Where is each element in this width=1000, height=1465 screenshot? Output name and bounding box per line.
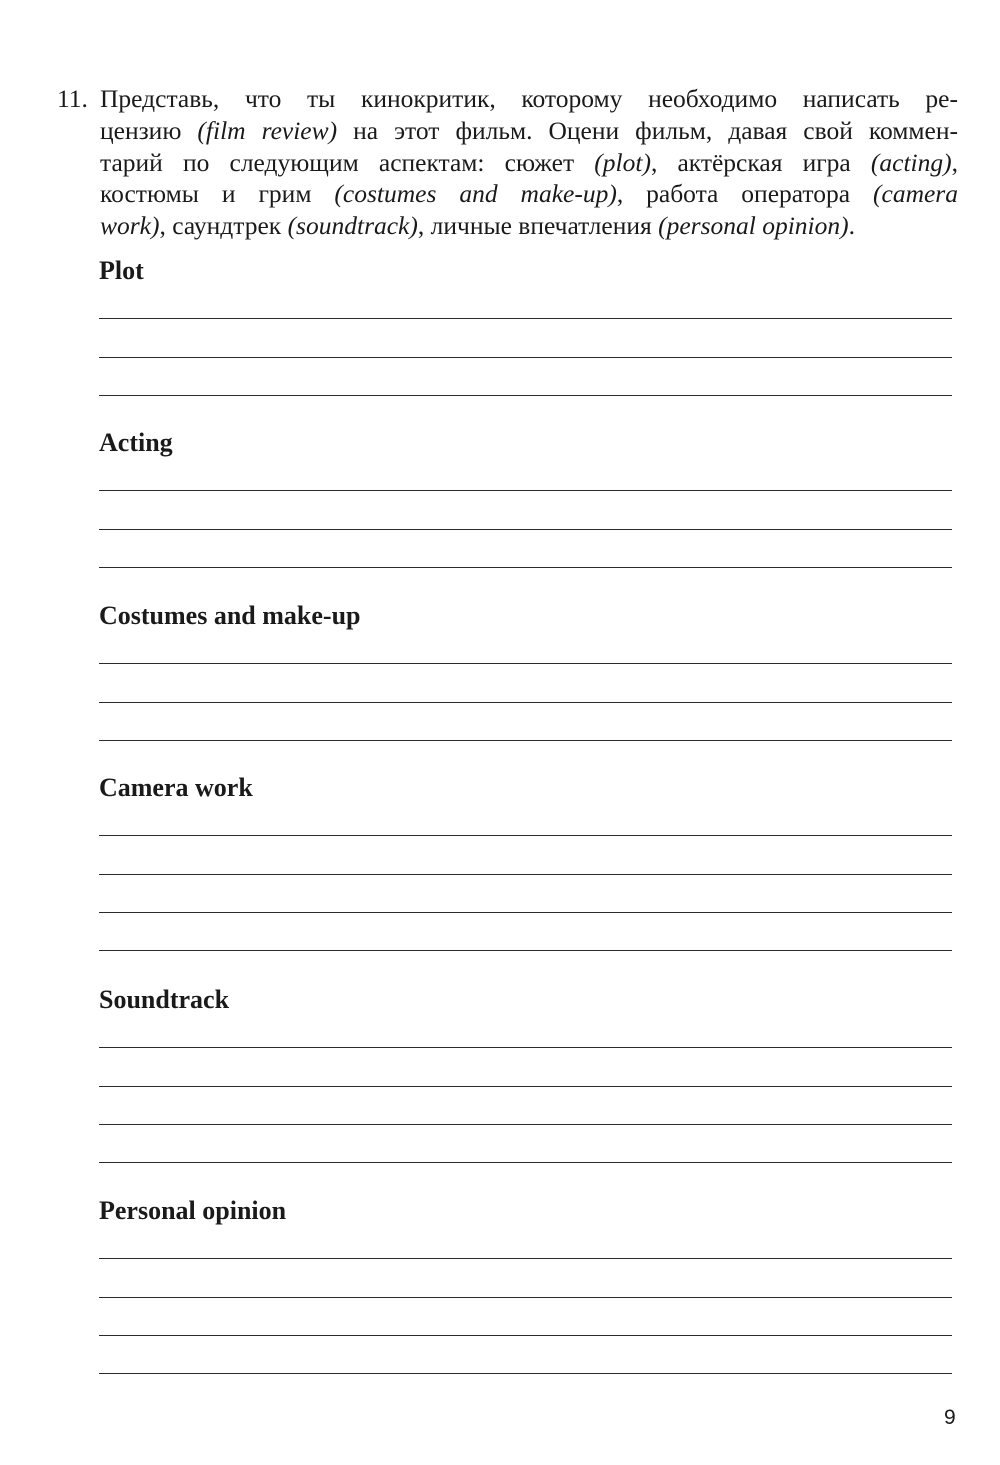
answer-line-soundtrack [99,1124,952,1125]
task-text-run: , работа оператора [616,179,874,209]
answer-line-acting [99,490,952,491]
task-text-run: на этот фильм. Оцени фильм, давая свой коммен- [337,115,958,145]
answer-line-plot [99,395,952,396]
task-text [100,83,958,242]
section-heading-acting: Acting [99,428,173,457]
answer-line-opinion [99,1373,952,1374]
answer-line-soundtrack [99,1047,952,1048]
answer-line-soundtrack [99,1086,952,1087]
task-number: 11. [57,84,88,113]
answer-line-opinion [99,1297,952,1298]
task-text-run: Представь, что ты кинокритик, которому необходимо написать ре- [100,84,958,113]
answer-line-costumes [99,702,952,703]
section-heading-plot: Plot [99,256,144,285]
task-text-line [100,83,958,115]
task-term-english: (personal opinion) [658,211,849,241]
task-term-english: (soundtrack) [287,211,418,241]
answer-line-plot [99,357,952,358]
task-text-run: цензию [100,115,198,145]
task-term-english: work) [100,211,160,241]
task-text-run: . [848,211,856,241]
task-text-line [100,178,958,210]
answer-line-opinion [99,1258,952,1259]
task-term-english: (costumes and make-up) [334,179,617,209]
answer-line-plot [99,318,952,319]
task-term-english: (plot) [594,147,651,177]
task-text-run: , актёрская игра [650,147,871,177]
answer-line-costumes [99,740,952,741]
task-text-run: , личные впечатления [417,211,659,241]
section-heading-costumes: Costumes and make-up [99,601,361,630]
answer-line-camera [99,912,952,913]
task-term-english: (film review) [197,115,338,145]
task-text-line [100,147,958,179]
section-heading-opinion: Personal opinion [99,1196,287,1225]
answer-line-opinion [99,1335,952,1336]
task-text-line [100,115,958,147]
answer-line-acting [99,529,952,530]
task-text-run: костюмы и грим [100,179,335,209]
task-text-run: тарий по следующим аспектам: сюжет [100,147,595,177]
section-heading-camera: Camera work [99,773,253,802]
answer-line-camera [99,874,952,875]
answer-line-camera [99,950,952,951]
answer-line-costumes [99,663,952,664]
answer-line-acting [99,567,952,568]
section-heading-soundtrack: Soundtrack [99,985,230,1014]
task-text-run: , саундтрек [159,211,288,241]
answer-line-camera [99,835,952,836]
task-term-english: (acting) [870,147,952,177]
page-number: 9 [944,1406,956,1429]
task-text-run: , [951,147,959,177]
task-text-line [100,210,958,242]
answer-line-soundtrack [99,1162,952,1163]
task-instruction [57,83,959,242]
task-term-english: (camera [873,179,958,209]
